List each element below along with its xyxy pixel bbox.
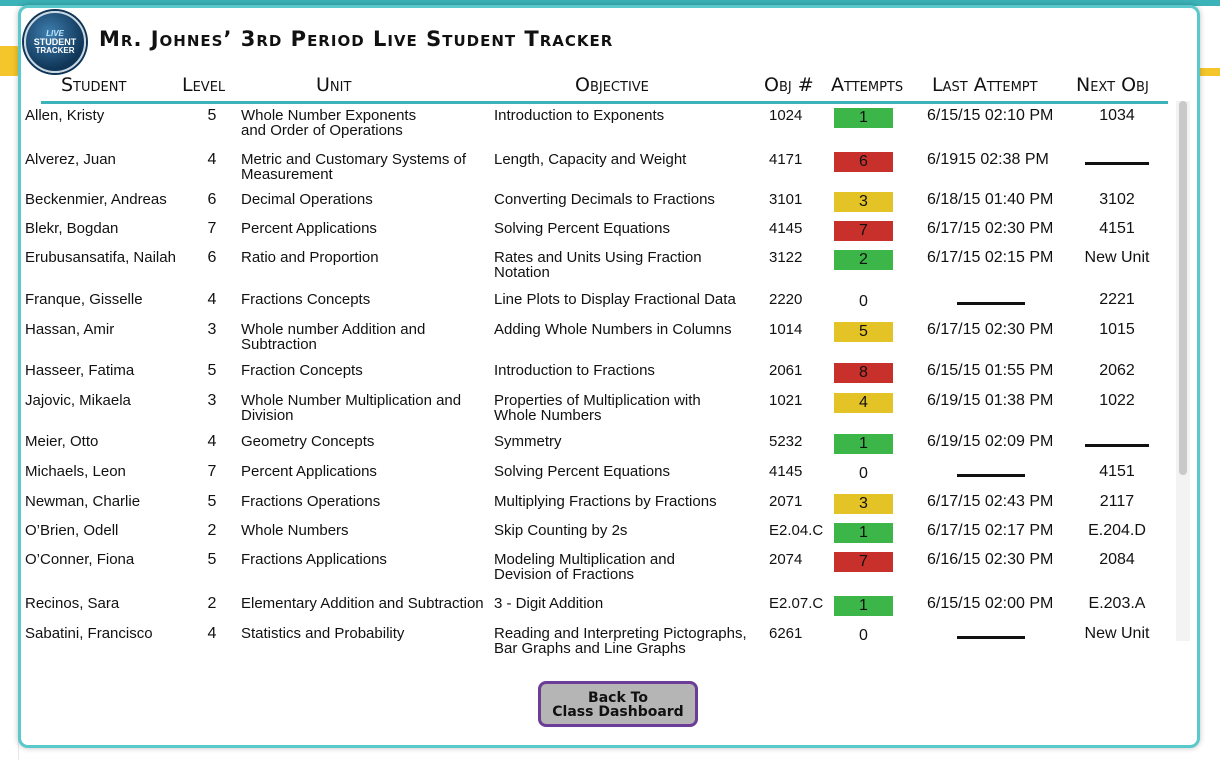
student-level: 6 <box>207 249 217 266</box>
live-student-tracker-logo <box>24 11 86 73</box>
objective-name: Solving Percent Equations <box>494 463 670 480</box>
objective-name: Converting Decimals to Fractions <box>494 191 715 208</box>
attempts-badge: 7 <box>834 221 893 241</box>
objective-number: 4171 <box>769 151 803 168</box>
objective-number: E2.04.C <box>769 522 824 539</box>
objective-name: Rates and Units Using Fraction Notation <box>494 249 702 281</box>
next-objective: 2062 <box>1099 362 1135 379</box>
last-attempt: 6/17/15 02:30 PM <box>927 321 1054 338</box>
back-button-label-line-1: Back To <box>588 690 648 706</box>
next-objective <box>1081 156 1153 171</box>
student-name: Allen, Kristy <box>25 107 105 124</box>
objective-name: Multiplying Fractions by Fractions <box>494 493 717 510</box>
objective-name: Solving Percent Equations <box>494 220 670 237</box>
unit-name: Whole number Addition and Subtraction <box>241 321 426 353</box>
student-level: 5 <box>207 551 217 568</box>
next-objective: 2084 <box>1099 551 1135 568</box>
student-name: Alverez, Juan <box>25 151 116 168</box>
table-row[interactable] <box>21 393 1176 437</box>
attempts-badge: 3 <box>834 192 893 212</box>
no-attempt-dash <box>957 474 1025 477</box>
objective-number: 5232 <box>769 433 803 450</box>
table-scrollbar[interactable] <box>1176 101 1190 641</box>
last-attempt: 6/15/15 02:00 PM <box>927 595 1054 612</box>
objective-name: Line Plots to Display Fractional Data <box>494 291 736 308</box>
unit-name: Decimal Operations <box>241 191 373 208</box>
back-to-class-dashboard-button[interactable] <box>538 681 698 727</box>
column-header-objective[interactable]: Objective <box>575 74 649 96</box>
objective-name: Length, Capacity and Weight <box>494 151 687 168</box>
attempts-badge: 6 <box>834 152 893 172</box>
student-name: Jajovic, Mikaela <box>25 392 131 409</box>
next-objective: 2221 <box>1099 291 1135 308</box>
next-objective <box>1081 438 1153 453</box>
unit-name: Metric and Customary Systems of Measurement <box>241 151 467 183</box>
unit-name: Whole Number Multiplication and Division <box>241 392 462 424</box>
next-objective: 4151 <box>1099 463 1135 480</box>
student-name: Erubusansatifa, Nailah <box>25 249 176 266</box>
attempts-badge: 5 <box>834 322 893 342</box>
student-name: Franque, Gisselle <box>25 291 143 308</box>
no-next-objective-dash <box>1085 162 1149 165</box>
no-attempt-dash <box>957 636 1025 639</box>
table-row[interactable] <box>21 250 1176 294</box>
scrollbar-thumb[interactable] <box>1179 101 1187 475</box>
last-attempt: 6/15/15 02:10 PM <box>927 107 1054 124</box>
next-objective: E.203.A <box>1088 595 1146 612</box>
table-row[interactable] <box>21 552 1176 596</box>
student-level: 7 <box>207 463 217 480</box>
next-objective: 1034 <box>1099 107 1135 124</box>
objective-number: 1021 <box>769 392 803 409</box>
objective-name: Adding Whole Numbers in Columns <box>494 321 732 338</box>
student-level: 4 <box>207 291 217 308</box>
column-header-next-obj[interactable]: Next Obj <box>1076 74 1149 96</box>
table-row[interactable] <box>21 322 1176 366</box>
next-objective: New Unit <box>1084 625 1150 642</box>
objective-number: 6261 <box>769 625 803 642</box>
unit-name: Whole Number Exponents and Order of Operations <box>241 107 417 139</box>
next-objective: 2117 <box>1099 493 1135 510</box>
attempts-badge: 0 <box>859 627 868 644</box>
unit-name: Fractions Applications <box>241 551 387 568</box>
student-level: 6 <box>207 191 217 208</box>
unit-name: Elementary Addition and Subtraction <box>241 595 484 612</box>
objective-name: Symmetry <box>494 433 562 450</box>
objective-number: E2.07.C <box>769 595 824 612</box>
unit-name: Percent Applications <box>241 463 377 480</box>
last-attempt: 6/16/15 02:30 PM <box>927 551 1054 568</box>
last-attempt: 6/15/15 01:55 PM <box>927 362 1054 379</box>
unit-name: Fractions Operations <box>241 493 381 510</box>
objective-number: 1024 <box>769 107 803 124</box>
no-attempt-dash <box>957 302 1025 305</box>
attempts-badge: 1 <box>834 596 893 616</box>
column-header-unit[interactable]: Unit <box>316 74 352 96</box>
column-header-attempts[interactable]: Attempts <box>831 74 904 96</box>
column-header-level[interactable]: Level <box>182 74 226 96</box>
header-divider <box>41 101 1168 104</box>
last-attempt <box>927 468 1025 483</box>
objective-number: 2061 <box>769 362 803 379</box>
attempts-badge: 1 <box>834 108 893 128</box>
unit-name: Percent Applications <box>241 220 377 237</box>
last-attempt <box>927 296 1025 311</box>
objective-name: Properties of Multiplication with Whole Numbers <box>494 392 701 424</box>
attempts-badge: 0 <box>859 293 868 310</box>
student-name: Newman, Charlie <box>25 493 141 510</box>
next-objective: 1015 <box>1099 321 1135 338</box>
column-header-obj-num[interactable]: Obj # <box>764 74 814 96</box>
student-level: 2 <box>207 522 217 539</box>
page-title: Mr. Johnes’ 3rd Period Live Student Tracker <box>99 27 614 51</box>
table-row[interactable] <box>21 626 1176 670</box>
objective-name: Skip Counting by 2s <box>494 522 628 539</box>
student-level: 5 <box>207 107 217 124</box>
objective-name: Introduction to Exponents <box>494 107 665 124</box>
unit-name: Geometry Concepts <box>241 433 375 450</box>
logo-text-line-2: STUDENT <box>33 36 77 47</box>
attempts-badge: 1 <box>834 434 893 454</box>
last-attempt: 6/19/15 01:38 PM <box>927 392 1054 409</box>
next-objective: 4151 <box>1099 220 1135 237</box>
back-button-label-line-2: Class Dashboard <box>552 704 684 720</box>
attempts-badge: 0 <box>859 465 868 482</box>
student-level: 4 <box>207 151 217 168</box>
student-name: O’Brien, Odell <box>25 522 119 539</box>
objective-number: 4145 <box>769 220 803 237</box>
objective-number: 1014 <box>769 321 803 338</box>
unit-name: Whole Numbers <box>241 522 349 539</box>
last-attempt: 6/17/15 02:30 PM <box>927 220 1054 237</box>
logo-text-line-1: LIVE <box>46 28 64 38</box>
objective-number: 2220 <box>769 291 803 308</box>
unit-name: Ratio and Proportion <box>241 249 379 266</box>
attempts-badge: 1 <box>834 523 893 543</box>
last-attempt: 6/1915 02:38 PM <box>927 151 1049 168</box>
unit-name: Fraction Concepts <box>241 362 363 379</box>
column-header-last-attempt[interactable]: Last Attempt <box>932 74 1038 96</box>
table-row[interactable] <box>21 152 1176 196</box>
objective-name: 3 - Digit Addition <box>494 595 604 612</box>
student-name: Hasseer, Fatima <box>25 362 135 379</box>
next-objective: 1022 <box>1099 392 1135 409</box>
logo-text-line-3: TRACKER <box>35 45 75 55</box>
objective-name: Reading and Interpreting Pictographs, Bar Graphs and Line Graphs <box>494 625 747 657</box>
last-attempt: 6/17/15 02:15 PM <box>927 249 1054 266</box>
last-attempt: 6/17/15 02:17 PM <box>927 522 1054 539</box>
student-level: 7 <box>207 220 217 237</box>
student-name: Hassan, Amir <box>25 321 115 338</box>
objective-number: 4145 <box>769 463 803 480</box>
student-name: Sabatini, Francisco <box>25 625 153 642</box>
student-name: Michaels, Leon <box>25 463 126 480</box>
student-table <box>21 106 1176 657</box>
objective-number: 2071 <box>769 493 803 510</box>
student-name: Beckenmier, Andreas <box>25 191 167 208</box>
objective-name: Introduction to Fractions <box>494 362 655 379</box>
objective-number: 3122 <box>769 249 803 266</box>
student-name: Meier, Otto <box>25 433 99 450</box>
column-header-student[interactable]: Student <box>61 74 127 96</box>
attempts-badge: 8 <box>834 363 893 383</box>
student-name: O’Conner, Fiona <box>25 551 135 568</box>
next-objective: New Unit <box>1084 249 1150 266</box>
objective-number: 2074 <box>769 551 803 568</box>
attempts-badge: 4 <box>834 393 893 413</box>
unit-name: Statistics and Probability <box>241 625 405 642</box>
attempts-badge: 3 <box>834 494 893 514</box>
last-attempt: 6/17/15 02:43 PM <box>927 493 1054 510</box>
unit-name: Fractions Concepts <box>241 291 371 308</box>
student-tracker-modal <box>18 5 1200 748</box>
student-level: 5 <box>207 362 217 379</box>
student-name: Blekr, Bogdan <box>25 220 119 237</box>
attempts-badge: 2 <box>834 250 893 270</box>
student-level: 5 <box>207 493 217 510</box>
objective-name: Modeling Multiplication and Devision of Fractions <box>494 551 675 583</box>
student-level: 4 <box>207 433 217 450</box>
background-accent <box>1200 68 1220 76</box>
next-objective: E.204.D <box>1088 522 1146 539</box>
student-level: 3 <box>207 392 217 409</box>
student-level: 4 <box>207 625 217 642</box>
last-attempt: 6/19/15 02:09 PM <box>927 433 1054 450</box>
attempts-badge: 7 <box>834 552 893 572</box>
last-attempt: 6/18/15 01:40 PM <box>927 191 1054 208</box>
student-level: 2 <box>207 595 217 612</box>
background-page-edge <box>0 40 19 760</box>
last-attempt <box>927 630 1025 645</box>
student-level: 3 <box>207 321 217 338</box>
no-next-objective-dash <box>1085 444 1149 447</box>
student-name: Recinos, Sara <box>25 595 120 612</box>
next-objective: 3102 <box>1099 191 1135 208</box>
objective-number: 3101 <box>769 191 803 208</box>
table-row[interactable] <box>21 108 1176 152</box>
